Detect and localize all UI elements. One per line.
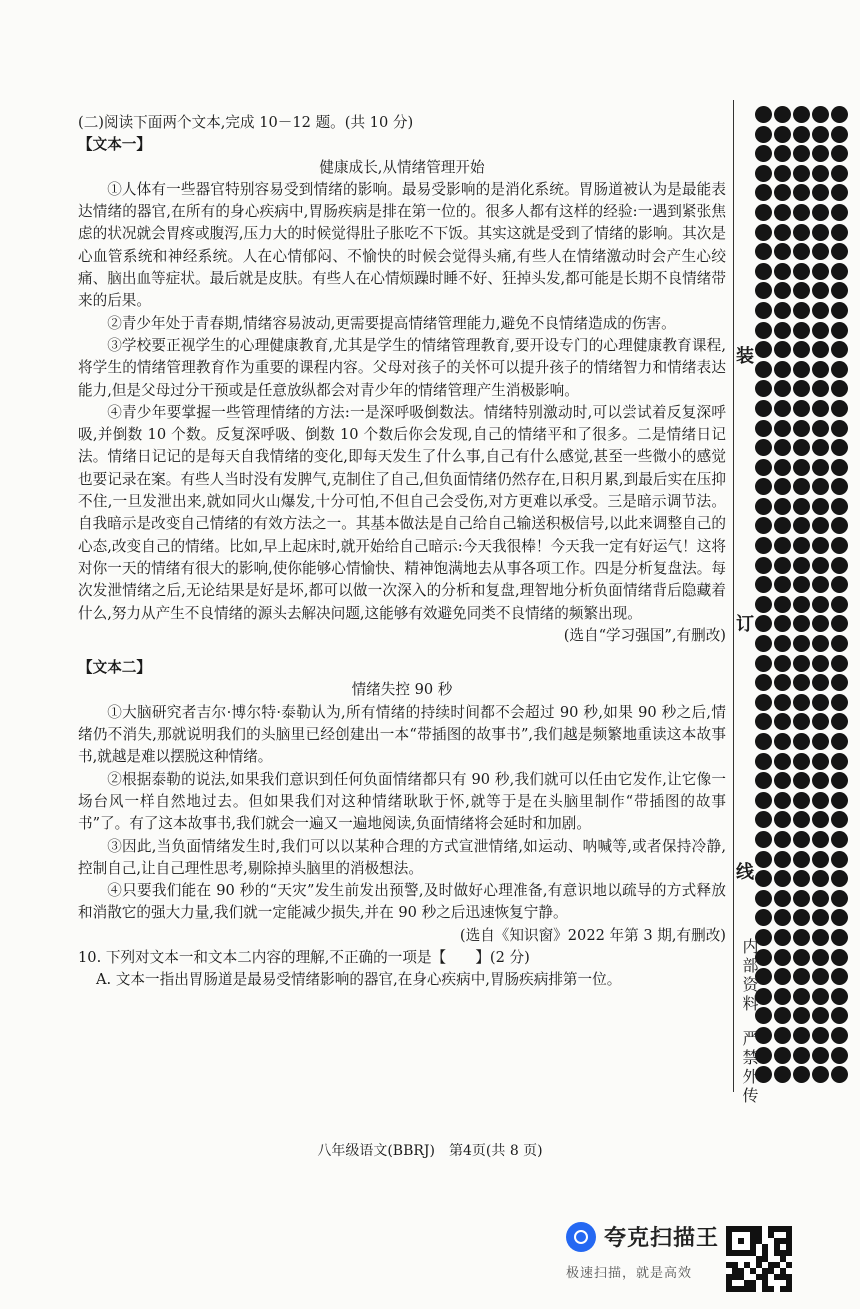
binding-hole <box>774 811 791 828</box>
binding-hole <box>755 361 772 378</box>
binding-hole <box>812 557 829 574</box>
binding-hole <box>774 890 791 907</box>
text1-paragraph: ②青少年处于青春期,情绪容易波动,更需要提高情绪管理能力,避免不良情绪造成的伤害。 <box>107 314 676 332</box>
binding-hole <box>774 126 791 143</box>
binding-hole <box>793 204 810 221</box>
binding-hole <box>793 655 810 672</box>
binding-hole <box>812 576 829 593</box>
binding-hole <box>793 831 810 848</box>
binding-hole <box>831 145 848 162</box>
binding-hole <box>793 1007 810 1024</box>
binding-hole <box>774 1066 791 1083</box>
binding-hole <box>812 831 829 848</box>
binding-hole <box>831 302 848 319</box>
binding-hole <box>774 557 791 574</box>
binding-hole <box>774 165 791 182</box>
binding-hole <box>755 478 772 495</box>
binding-hole <box>812 811 829 828</box>
binding-hole <box>812 1047 829 1064</box>
binding-hole <box>831 557 848 574</box>
text1-paragraph: ③学校要正视学生的心理健康教育,尤其是学生的情绪管理教育,要开设专门的心理健康教育课程,将学生的情绪管理教育作为重要的课程内容。父母对孩子的关怀可以提升孩子的情绪智力和情绪表达能力,但是父母过分干预或是任意放纵都会对青少年的情绪管理产生消极影响。 <box>78 336 726 399</box>
binding-hole <box>774 929 791 946</box>
binding-hole <box>755 890 772 907</box>
binding-hole <box>793 772 810 789</box>
question-10-option-a: A. 文本一指出胃肠道是最易受情绪影响的器官,在身心疾病中,胃肠疾病排第一位。 <box>96 971 622 989</box>
binding-hole <box>774 949 791 966</box>
binding-hole <box>793 282 810 299</box>
binding-hole <box>812 772 829 789</box>
binding-hole <box>774 537 791 554</box>
binding-hole <box>831 929 848 946</box>
binding-hole <box>774 361 791 378</box>
binding-hole <box>831 106 848 123</box>
binding-hole <box>774 243 791 260</box>
binding-hole <box>774 753 791 770</box>
binding-hole <box>755 459 772 476</box>
binding-hole <box>774 988 791 1005</box>
binding-label-ding: 订 <box>736 614 754 635</box>
binding-hole <box>774 478 791 495</box>
binding-hole <box>831 968 848 985</box>
binding-hole <box>793 400 810 417</box>
binding-hole <box>793 302 810 319</box>
binding-hole <box>812 478 829 495</box>
binding-hole <box>793 870 810 887</box>
text1-paragraph: ①人体有一些器官特别容易受到情绪的影响。最易受影响的是消化系统。胃肠道被认为是最能表达情绪的器官,在所有的身心疾病中,胃肠疾病是排在第一位的。很多人都有这样的经验:一遇到紧张焦虑的状况就会胃疼或腹泻,压力大的时候觉得肚子胀吃不下饭。其实这就是受到了情绪的影响。其次是心血管系统和神经系统。人在心情郁闷、不愉快的时候会觉得头痛,有些人在情绪激动时会产生心绞痛、脑出血等症状。最后就是皮肤。有些人在心情烦躁时睡不好、狂掉头发,都可能是长期不良情绪带来的后果。 <box>78 180 726 310</box>
binding-hole <box>755 831 772 848</box>
binding-hole <box>812 615 829 632</box>
binding-hole <box>793 576 810 593</box>
text2-paragraph: ④只要我们能在 90 秒的“天灾”发生前发出预警,及时做好心理准备,有意识地以疏导的方式释放和消散它的强大力量,我们就一定能减少损失,并在 90 秒之后迅速恢复宁静。 <box>78 882 726 922</box>
binding-hole <box>755 811 772 828</box>
text2-source: (选自《知识窗》2022 年第 3 期,有删改) <box>459 926 726 944</box>
binding-hole <box>774 380 791 397</box>
binding-hole <box>831 380 848 397</box>
binding-hole <box>793 909 810 926</box>
binding-hole <box>755 498 772 515</box>
text1-paragraph: ④青少年要掌握一些管理情绪的方法:一是深呼吸倒数法。情绪特别激动时,可以尝试着反复深呼吸,并倒数 10 个数。反复深呼吸、倒数 10 个数后你会发现,自己的情绪平和了很多。二是情绪日记法。情绪日记记的是每天自我情绪的变化,即每天发生了什么事,自己有什么感觉,甚至一些微小的感觉也要记录在案。有些人当时没有发脾气,克制住了自己,但负面情绪仍然存在,日积月累,到最后实在压抑不住,一旦发泄出来,就如同火山爆发,十分可怕,不但自己会受伤,对方更难以承受。三是暗示调节法。自我暗示是改变自己情绪的有效方法之一。其基本做法是自己给自己输送积极信号,以此来调整自己的心态,改变自己的情绪。比如,早上起床时,就开始给自己暗示:今天我很棒！今天我一定有好运气！这将对你一天的情绪有很大的影响,使你能够心情愉快、精神饱满地去从事各项工作。四是分析复盘法。每次发泄情绪之后,无论结果是好是坏,都可以做一次深入的分析和复盘,理智地分析负面情绪背后隐藏着什么,努力从产生不良情绪的源头去解决问题,这能够有效避免同类不良情绪的频繁出现。 <box>78 403 726 622</box>
binding-hole <box>793 890 810 907</box>
section-heading: (二)阅读下面两个文本,完成 10－12 题。(共 10 分) <box>78 114 414 131</box>
binding-hole <box>812 517 829 534</box>
binding-hole <box>774 792 791 809</box>
binding-hole <box>755 322 772 339</box>
binding-hole <box>755 753 772 770</box>
binding-hole <box>755 615 772 632</box>
binding-hole <box>812 870 829 887</box>
page-footer: 八年级语文(BBRJ) 第4页(共 8 页) <box>317 1143 543 1159</box>
binding-hole <box>793 792 810 809</box>
text1-source: (选自“学习强国”,有删改) <box>563 626 726 644</box>
binding-hole <box>755 420 772 437</box>
binding-hole <box>755 596 772 613</box>
binding-hole <box>812 361 829 378</box>
binding-hole <box>812 890 829 907</box>
binding-hole <box>793 145 810 162</box>
binding-hole <box>831 1066 848 1083</box>
binding-hole <box>793 459 810 476</box>
binding-hole <box>774 1007 791 1024</box>
text2-title: 情绪失控 90 秒 <box>351 681 453 699</box>
binding-hole <box>812 145 829 162</box>
binding-hole <box>831 792 848 809</box>
binding-internal: 内部资料 <box>740 938 759 1014</box>
binding-hole <box>774 224 791 241</box>
binding-hole <box>793 949 810 966</box>
binding-hole <box>793 224 810 241</box>
binding-hole <box>774 184 791 201</box>
binding-hole <box>755 733 772 750</box>
binding-hole <box>812 713 829 730</box>
binding-hole <box>793 635 810 652</box>
binding-hole <box>755 909 772 926</box>
binding-hole <box>831 674 848 691</box>
binding-hole <box>812 224 829 241</box>
binding-hole <box>774 322 791 339</box>
binding-hole <box>812 302 829 319</box>
binding-hole <box>774 968 791 985</box>
binding-hole <box>755 537 772 554</box>
binding-forbidden: 严禁外传 <box>740 1030 759 1106</box>
text2-paragraph: ③因此,当负面情绪发生时,我们可以以某种合理的方式宣泄情绪,如运动、呐喊等,或者保持冷静,控制自己,让自己理性思考,剔除掉头脑里的消极想法。 <box>78 837 726 877</box>
binding-hole <box>831 537 848 554</box>
binding-hole <box>812 282 829 299</box>
binding-hole <box>812 380 829 397</box>
question-10-stem: 10. 下列对文本一和文本二内容的理解,不正确的一项是【 】(2 分) <box>78 948 530 966</box>
binding-hole <box>812 596 829 613</box>
binding-hole <box>831 909 848 926</box>
binding-hole <box>812 341 829 358</box>
binding-hole <box>793 263 810 280</box>
binding-hole <box>831 851 848 868</box>
binding-hole <box>831 400 848 417</box>
scanner-watermark <box>566 1221 719 1252</box>
binding-hole <box>774 439 791 456</box>
binding-hole <box>793 537 810 554</box>
binding-hole <box>774 596 791 613</box>
binding-hole <box>755 302 772 319</box>
binding-line <box>733 100 734 1092</box>
binding-hole <box>812 243 829 260</box>
binding-hole <box>812 322 829 339</box>
binding-hole <box>831 988 848 1005</box>
binding-hole <box>755 400 772 417</box>
binding-hole <box>812 733 829 750</box>
binding-hole <box>831 126 848 143</box>
binding-hole <box>755 635 772 652</box>
binding-hole <box>812 106 829 123</box>
binding-hole <box>812 126 829 143</box>
binding-hole <box>831 576 848 593</box>
text1-title: 健康成长,从情绪管理开始 <box>319 158 485 176</box>
binding-hole <box>793 1027 810 1044</box>
text2-paragraph: ②根据泰勒的说法,如果我们意识到任何负面情绪都只有 90 秒,我们就可以任由它发作,让它像一场台风一样自然地过去。但如果我们对这种情绪耿耿于怀,就等于是在头脑里制作“带插图的故事书”了。有了这本故事书,我们就会一遍又一遍地阅读,负面情绪将会延时和加剧。 <box>78 770 726 833</box>
binding-hole <box>812 537 829 554</box>
binding-hole <box>793 988 810 1005</box>
binding-hole <box>755 126 772 143</box>
binding-hole <box>793 478 810 495</box>
binding-hole <box>755 243 772 260</box>
binding-hole <box>793 851 810 868</box>
binding-hole <box>774 615 791 632</box>
binding-hole <box>831 733 848 750</box>
binding-hole <box>793 126 810 143</box>
binding-hole <box>774 674 791 691</box>
binding-hole <box>755 165 772 182</box>
binding-hole <box>812 1007 829 1024</box>
binding-hole <box>812 968 829 985</box>
binding-hole <box>812 949 829 966</box>
binding-hole <box>812 674 829 691</box>
binding-hole <box>774 282 791 299</box>
binding-hole <box>755 282 772 299</box>
binding-hole <box>774 772 791 789</box>
binding-hole <box>831 517 848 534</box>
binding-hole <box>812 439 829 456</box>
binding-hole <box>755 557 772 574</box>
binding-hole <box>793 674 810 691</box>
binding-hole <box>812 909 829 926</box>
binding-hole <box>793 243 810 260</box>
binding-hole <box>831 1007 848 1024</box>
quark-logo-icon <box>566 1222 596 1252</box>
binding-hole <box>831 1027 848 1044</box>
text1-label: 【文本一】 <box>78 136 151 154</box>
binding-hole <box>812 851 829 868</box>
binding-hole <box>812 420 829 437</box>
binding-hole <box>793 184 810 201</box>
binding-hole <box>831 420 848 437</box>
binding-hole <box>793 929 810 946</box>
binding-hole <box>831 263 848 280</box>
binding-hole <box>793 165 810 182</box>
binding-hole <box>831 890 848 907</box>
binding-hole <box>831 282 848 299</box>
binding-hole <box>831 322 848 339</box>
binding-hole <box>755 792 772 809</box>
binding-hole <box>774 635 791 652</box>
binding-hole <box>831 478 848 495</box>
binding-hole <box>812 929 829 946</box>
binding-hole <box>774 831 791 848</box>
binding-holes <box>755 106 855 1086</box>
binding-hole <box>793 713 810 730</box>
binding-hole <box>793 733 810 750</box>
binding-hole <box>812 165 829 182</box>
binding-hole <box>755 694 772 711</box>
binding-hole <box>755 184 772 201</box>
binding-hole <box>793 968 810 985</box>
binding-hole <box>831 498 848 515</box>
binding-label-xian: 线 <box>736 862 754 883</box>
binding-hole <box>793 1066 810 1083</box>
binding-hole <box>774 694 791 711</box>
binding-hole <box>755 341 772 358</box>
binding-hole <box>831 165 848 182</box>
binding-hole <box>774 341 791 358</box>
binding-hole <box>793 380 810 397</box>
binding-hole <box>831 596 848 613</box>
binding-hole <box>831 831 848 848</box>
binding-hole <box>831 811 848 828</box>
binding-hole <box>831 341 848 358</box>
binding-hole <box>755 106 772 123</box>
binding-hole <box>793 615 810 632</box>
binding-hole <box>774 106 791 123</box>
binding-hole <box>774 400 791 417</box>
binding-hole <box>755 870 772 887</box>
binding-hole <box>755 204 772 221</box>
binding-hole <box>831 694 848 711</box>
binding-hole <box>774 459 791 476</box>
binding-hole <box>831 615 848 632</box>
binding-hole <box>793 596 810 613</box>
binding-hole <box>755 851 772 868</box>
binding-hole <box>793 1047 810 1064</box>
binding-hole <box>793 361 810 378</box>
qr-module <box>786 1286 792 1292</box>
binding-hole <box>774 517 791 534</box>
binding-hole <box>812 459 829 476</box>
binding-hole <box>831 1047 848 1064</box>
binding-hole <box>755 224 772 241</box>
binding-hole <box>774 733 791 750</box>
binding-hole <box>793 517 810 534</box>
binding-hole <box>793 694 810 711</box>
binding-hole <box>755 772 772 789</box>
binding-hole <box>774 1027 791 1044</box>
reading-section <box>78 112 726 992</box>
binding-hole <box>831 439 848 456</box>
binding-hole <box>793 498 810 515</box>
binding-hole <box>831 713 848 730</box>
binding-label-zhuang: 装 <box>736 346 754 367</box>
binding-hole <box>755 439 772 456</box>
binding-hole <box>793 322 810 339</box>
text2-paragraph: ①大脑研究者吉尔·博尔特·泰勒认为,所有情绪的持续时间都不会超过 90 秒,如果 90 秒之后,情绪仍不消失,那就说明我们的头脑里已经创建出一本“带插图的故事书”,我们越是频繁地重读这本故事书,就越是难以摆脱这种情绪。 <box>78 703 726 766</box>
binding-hole <box>774 1047 791 1064</box>
binding-hole <box>774 576 791 593</box>
binding-hole <box>831 224 848 241</box>
binding-hole <box>831 204 848 221</box>
binding-hole <box>812 792 829 809</box>
binding-hole <box>793 811 810 828</box>
binding-hole <box>755 576 772 593</box>
binding-hole <box>812 1066 829 1083</box>
binding-hole <box>793 557 810 574</box>
binding-hole <box>812 988 829 1005</box>
binding-hole <box>812 694 829 711</box>
binding-hole <box>774 498 791 515</box>
binding-hole <box>831 635 848 652</box>
watermark-tagline: 极速扫描，就是高效 <box>566 1266 693 1281</box>
binding-hole <box>793 106 810 123</box>
qr-code-icon <box>726 1226 792 1292</box>
binding-hole <box>812 753 829 770</box>
binding-hole <box>755 145 772 162</box>
binding-hole <box>812 655 829 672</box>
watermark-name: 夸克扫描王 <box>604 1226 720 1251</box>
binding-hole <box>793 439 810 456</box>
binding-hole <box>812 498 829 515</box>
binding-hole <box>831 361 848 378</box>
binding-hole <box>831 184 848 201</box>
binding-hole <box>774 302 791 319</box>
binding-hole <box>774 655 791 672</box>
binding-hole <box>812 263 829 280</box>
text2-label: 【文本二】 <box>78 659 151 677</box>
binding-hole <box>755 517 772 534</box>
binding-hole <box>793 341 810 358</box>
binding-hole <box>831 243 848 260</box>
binding-hole <box>774 145 791 162</box>
binding-hole <box>831 655 848 672</box>
binding-hole <box>755 263 772 280</box>
binding-hole <box>831 870 848 887</box>
binding-hole <box>774 713 791 730</box>
binding-hole <box>774 204 791 221</box>
binding-hole <box>774 263 791 280</box>
binding-hole <box>755 674 772 691</box>
binding-hole <box>755 655 772 672</box>
binding-hole <box>831 772 848 789</box>
binding-hole <box>774 909 791 926</box>
binding-hole <box>812 400 829 417</box>
binding-hole <box>831 459 848 476</box>
binding-hole <box>774 420 791 437</box>
binding-hole <box>793 420 810 437</box>
binding-hole <box>831 753 848 770</box>
binding-hole <box>812 635 829 652</box>
binding-hole <box>755 713 772 730</box>
binding-hole <box>774 870 791 887</box>
binding-hole <box>793 753 810 770</box>
binding-hole <box>812 1027 829 1044</box>
binding-hole <box>831 949 848 966</box>
binding-hole <box>812 204 829 221</box>
binding-hole <box>812 184 829 201</box>
binding-hole <box>755 380 772 397</box>
binding-hole <box>774 851 791 868</box>
